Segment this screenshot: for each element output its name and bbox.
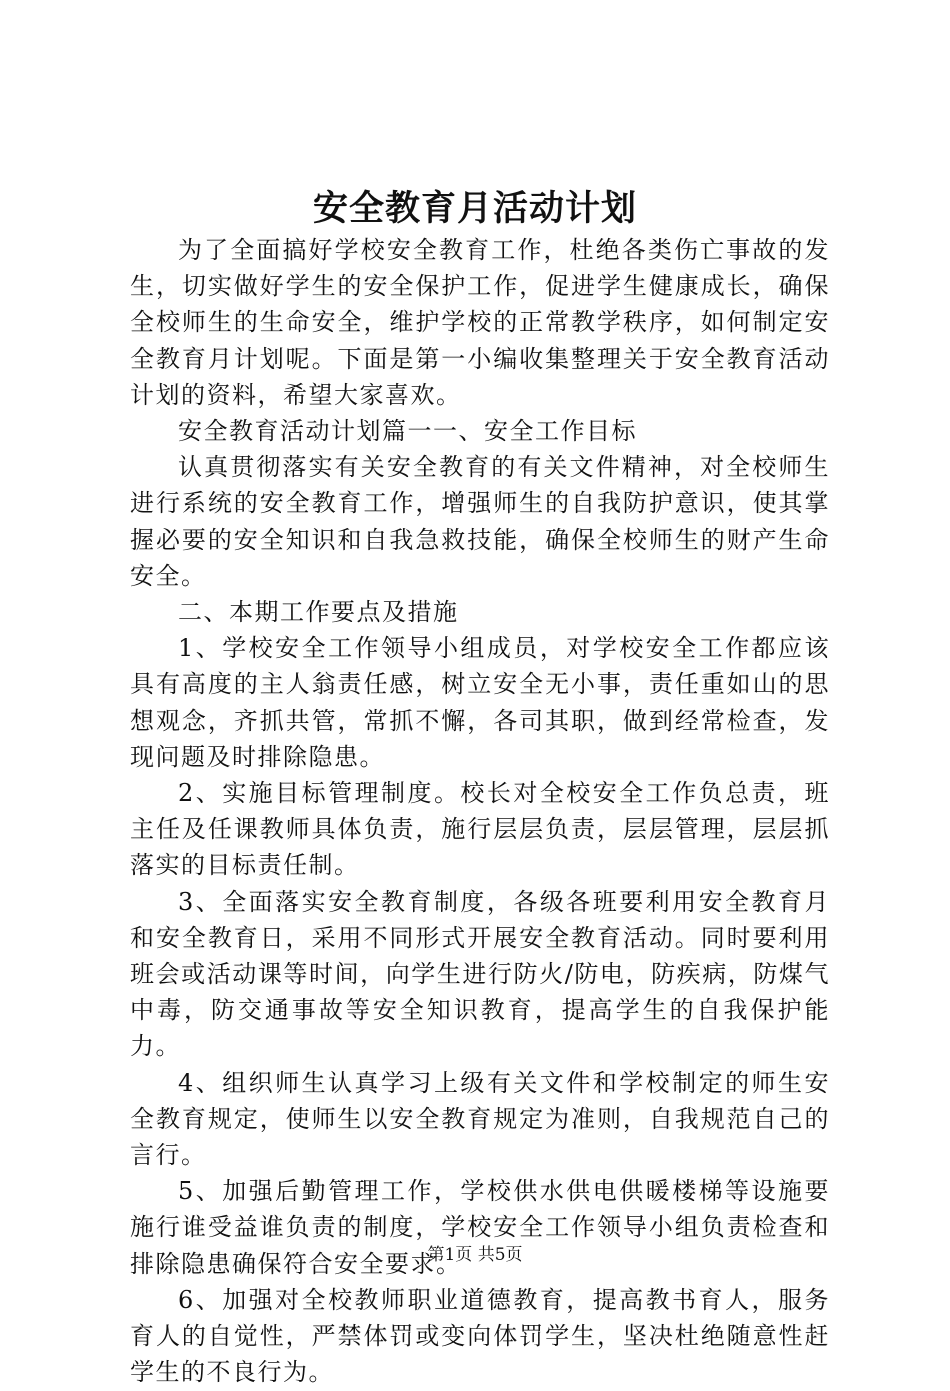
document-body (130, 232, 830, 1391)
paragraph-item-5: 5、加强后勤管理工作，学校供水供电供暖楼梯等设施要施行谁受益谁负责的制度，学校安全工作领导小组负责检查和排除隐患确保符合安全要求。 (130, 1177, 830, 1278)
paragraph-item-6: 6、加强对全校教师职业道德教育，提高教书育人，服务育人的自觉性，严禁体罚或变向体罚学生，坚决杜绝随意性赶学生的不良行为。 (130, 1285, 830, 1387)
paragraph-safety-goal: 认真贯彻落实有关安全教育的有关文件精神，对全校师生进行系统的安全教育工作，增强师生的自我防护意识，使其掌握必要的安全知识和自我急救技能，确保全校师生的财产生命安全。 (130, 453, 830, 590)
paragraph-section-one-heading: 安全教育活动计划篇一一、安全工作目标 (178, 417, 637, 446)
paragraph-intro: 为了全面搞好学校安全教育工作，杜绝各类伤亡事故的发生，切实做好学生的安全保护工作，促进学生健康成长，确保全校师生的生命安全，维护学校的正常教学秩序，如何制定安全教育月计划呢。下面是第一小编收集整理关于安全教育活动计划的资料，希望大家喜欢。 (130, 236, 830, 409)
paragraph-item-4: 4、组织师生认真学习上级有关文件和学校制定的师生安全教育规定，使师生以安全教育规定为准则，自我规范自己的言行。 (130, 1068, 830, 1170)
paragraph-item-2: 2、实施目标管理制度。校长对全校安全工作负总责，班主任及任课教师具体负责，施行层层负责，层层管理，层层抓落实的目标责任制。 (130, 779, 830, 880)
paragraph-item-3: 3、全面落实安全教育制度，各级各班要利用安全教育月和安全教育日，采用不同形式开展安全教育活动。同时要利用班会或活动课等时间，向学生进行防火/防电，防疾病，防煤气中毒，防交通事故等安全知识教育，提高学生的自我保护能力。 (130, 887, 830, 1061)
document-title: 安全教育月活动计划 (312, 188, 637, 229)
paragraph-section-two-heading: 二、本期工作要点及措施 (178, 598, 459, 627)
paragraph-item-1: 1、学校安全工作领导小组成员，对学校安全工作都应该具有高度的主人翁责任感，树立安全无小事，责任重如山的思想观念，齐抓共管，常抓不懈，各司其职，做到经常检查，发现问题及时排除隐患。 (130, 634, 830, 771)
page-footer: 第1页 共5页 (427, 1245, 523, 1265)
